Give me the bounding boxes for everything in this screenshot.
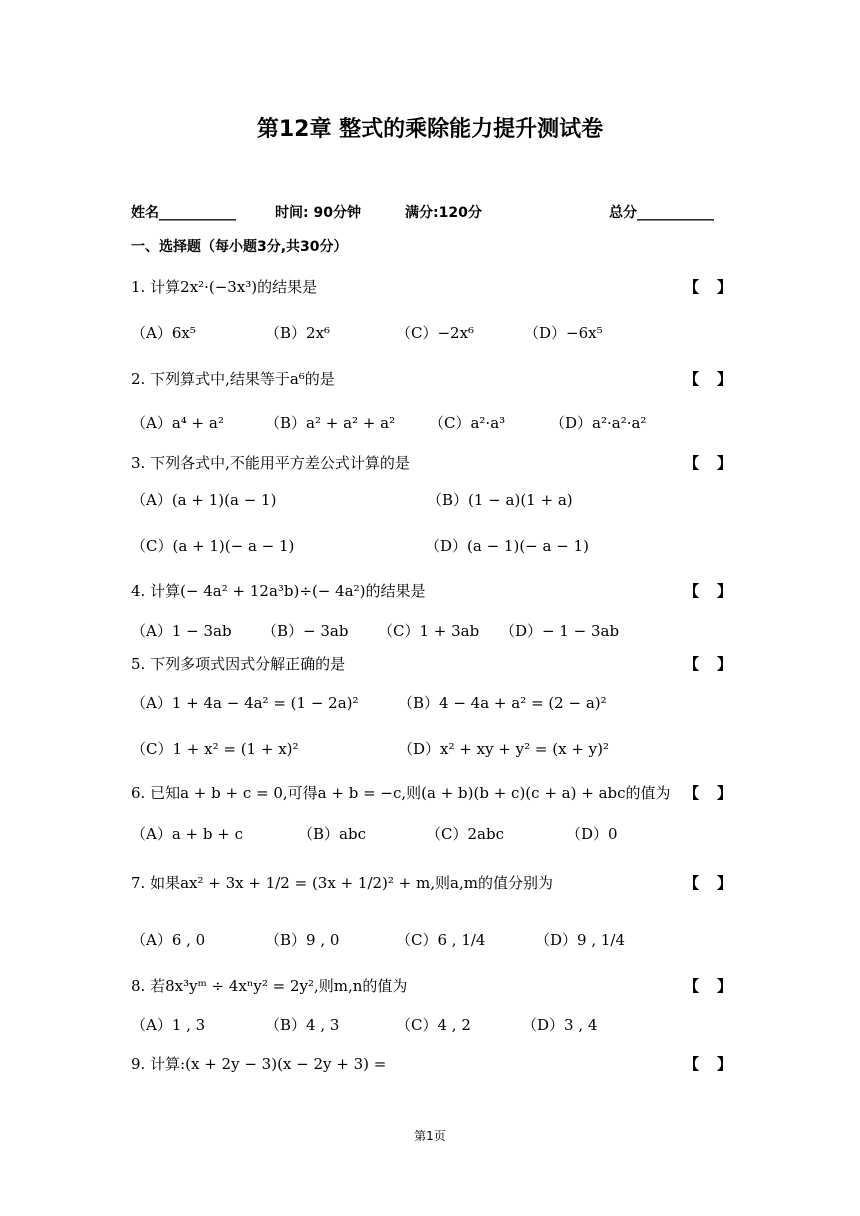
bracket-close: 】 — [716, 874, 732, 892]
section-title: 一、选择题（每小题3分,共30分） — [131, 239, 348, 255]
question-6-option-c: （C）2abc — [426, 825, 504, 843]
question-7-option-d: （D）9 , 1/4 — [535, 931, 626, 949]
bracket-close: 】 — [716, 370, 732, 388]
bracket-open: 【 — [684, 582, 700, 600]
question-8-option-b: （B）4 , 3 — [265, 1016, 340, 1034]
question-2-option-a: （A）a⁴ + a² — [131, 414, 224, 432]
question-9-stem: 9. 计算:(x + 2y − 3)(x − 2y + 3) = — [131, 1055, 387, 1073]
question-4-option-a: （A）1 − 3ab — [131, 622, 232, 640]
question-3-stem: 3. 下列各式中,不能用平方差公式计算的是 — [131, 454, 410, 472]
bracket-close: 】 — [716, 454, 732, 472]
question-6-option-b: （B）abc — [298, 825, 366, 843]
bracket-open: 【 — [684, 454, 700, 472]
question-5-option-d: （D）x² + xy + y² = (x + y)² — [398, 740, 609, 758]
name-field-label: 姓名___________ — [131, 205, 236, 221]
bracket-open: 【 — [684, 977, 700, 995]
question-4-option-c: （C）1 + 3ab — [378, 622, 480, 640]
question-1-option-a: （A）6x⁵ — [131, 324, 196, 342]
page-title: 第12章 整式的乘除能力提升测试卷 — [256, 117, 604, 142]
question-5-option-a: （A）1 + 4a − 4a² = (1 − 2a)² — [131, 694, 359, 712]
question-3-option-b: （B）(1 − a)(1 + a) — [427, 491, 573, 509]
answer-bracket-6[interactable] — [684, 782, 732, 803]
question-6-option-a: （A）a + b + c — [131, 825, 243, 843]
question-4-stem: 4. 计算(− 4a² + 12a³b)÷(− 4a²)的结果是 — [131, 582, 426, 600]
question-8-option-c: （C）4 , 2 — [396, 1016, 471, 1034]
bracket-close: 】 — [716, 582, 732, 600]
question-3-option-a: （A）(a + 1)(a − 1) — [131, 491, 277, 509]
question-4-option-d: （D）− 1 − 3ab — [500, 622, 620, 640]
bracket-close: 】 — [716, 278, 732, 296]
question-2-stem: 2. 下列算式中,结果等于a⁶的是 — [131, 370, 335, 388]
question-2-option-b: （B）a² + a² + a² — [265, 414, 396, 432]
question-7-option-c: （C）6 , 1/4 — [396, 931, 486, 949]
question-1-option-d: （D）−6x⁵ — [524, 324, 603, 342]
bracket-close: 】 — [716, 1055, 732, 1073]
answer-bracket-4[interactable] — [684, 580, 732, 601]
question-6-stem: 6. 已知a + b + c = 0,可得a + b = −c,则(a + b)(b + c)(c + a) + abc的值为 — [131, 784, 671, 802]
question-3-option-d: （D）(a − 1)(− a − 1) — [425, 537, 589, 555]
question-4-option-b: （B）− 3ab — [262, 622, 349, 640]
question-2-option-d: （D）a²·a²·a² — [550, 414, 647, 432]
bracket-open: 【 — [684, 784, 700, 802]
answer-bracket-5[interactable] — [684, 653, 732, 674]
bracket-close: 】 — [716, 977, 732, 995]
answer-bracket-1[interactable] — [684, 276, 732, 297]
full-score-info: 满分:120分 — [405, 205, 482, 221]
page-number: 第1页 — [414, 1129, 446, 1143]
question-1-stem: 1. 计算2x²·(−3x³)的结果是 — [131, 278, 318, 296]
question-5-stem: 5. 下列多项式因式分解正确的是 — [131, 655, 346, 673]
question-5-option-c: （C）1 + x² = (1 + x)² — [131, 740, 299, 758]
time-info: 时间: 90分钟 — [275, 205, 361, 221]
question-7-option-b: （B）9 , 0 — [265, 931, 340, 949]
total-score-label: 总分___________ — [609, 205, 714, 221]
question-5-option-b: （B）4 − 4a + a² = (2 − a)² — [398, 694, 607, 712]
answer-bracket-2[interactable] — [684, 368, 732, 389]
answer-bracket-8[interactable] — [684, 975, 732, 996]
question-8-stem: 8. 若8x³yᵐ ÷ 4xⁿy² = 2y²,则m,n的值为 — [131, 977, 408, 995]
question-7-option-a: （A）6 , 0 — [131, 931, 206, 949]
answer-bracket-3[interactable] — [684, 452, 732, 473]
bracket-close: 】 — [716, 655, 732, 673]
question-7-stem: 7. 如果ax² + 3x + 1/2 = (3x + 1/2)² + m,则a,m的值分别为 — [131, 874, 553, 892]
question-1-option-b: （B）2x⁶ — [265, 324, 331, 342]
bracket-open: 【 — [684, 1055, 700, 1073]
question-1-option-c: （C）−2x⁶ — [396, 324, 475, 342]
question-6-option-d: （D）0 — [566, 825, 618, 843]
bracket-open: 【 — [684, 874, 700, 892]
bracket-close: 】 — [716, 784, 732, 802]
bracket-open: 【 — [684, 370, 700, 388]
question-8-option-a: （A）1 , 3 — [131, 1016, 206, 1034]
question-2-option-c: （C）a²·a³ — [429, 414, 506, 432]
answer-bracket-7[interactable] — [684, 872, 732, 893]
question-8-option-d: （D）3 , 4 — [522, 1016, 598, 1034]
bracket-open: 【 — [684, 655, 700, 673]
bracket-open: 【 — [684, 278, 700, 296]
question-3-option-c: （C）(a + 1)(− a − 1) — [131, 537, 295, 555]
answer-bracket-9[interactable] — [684, 1053, 732, 1074]
